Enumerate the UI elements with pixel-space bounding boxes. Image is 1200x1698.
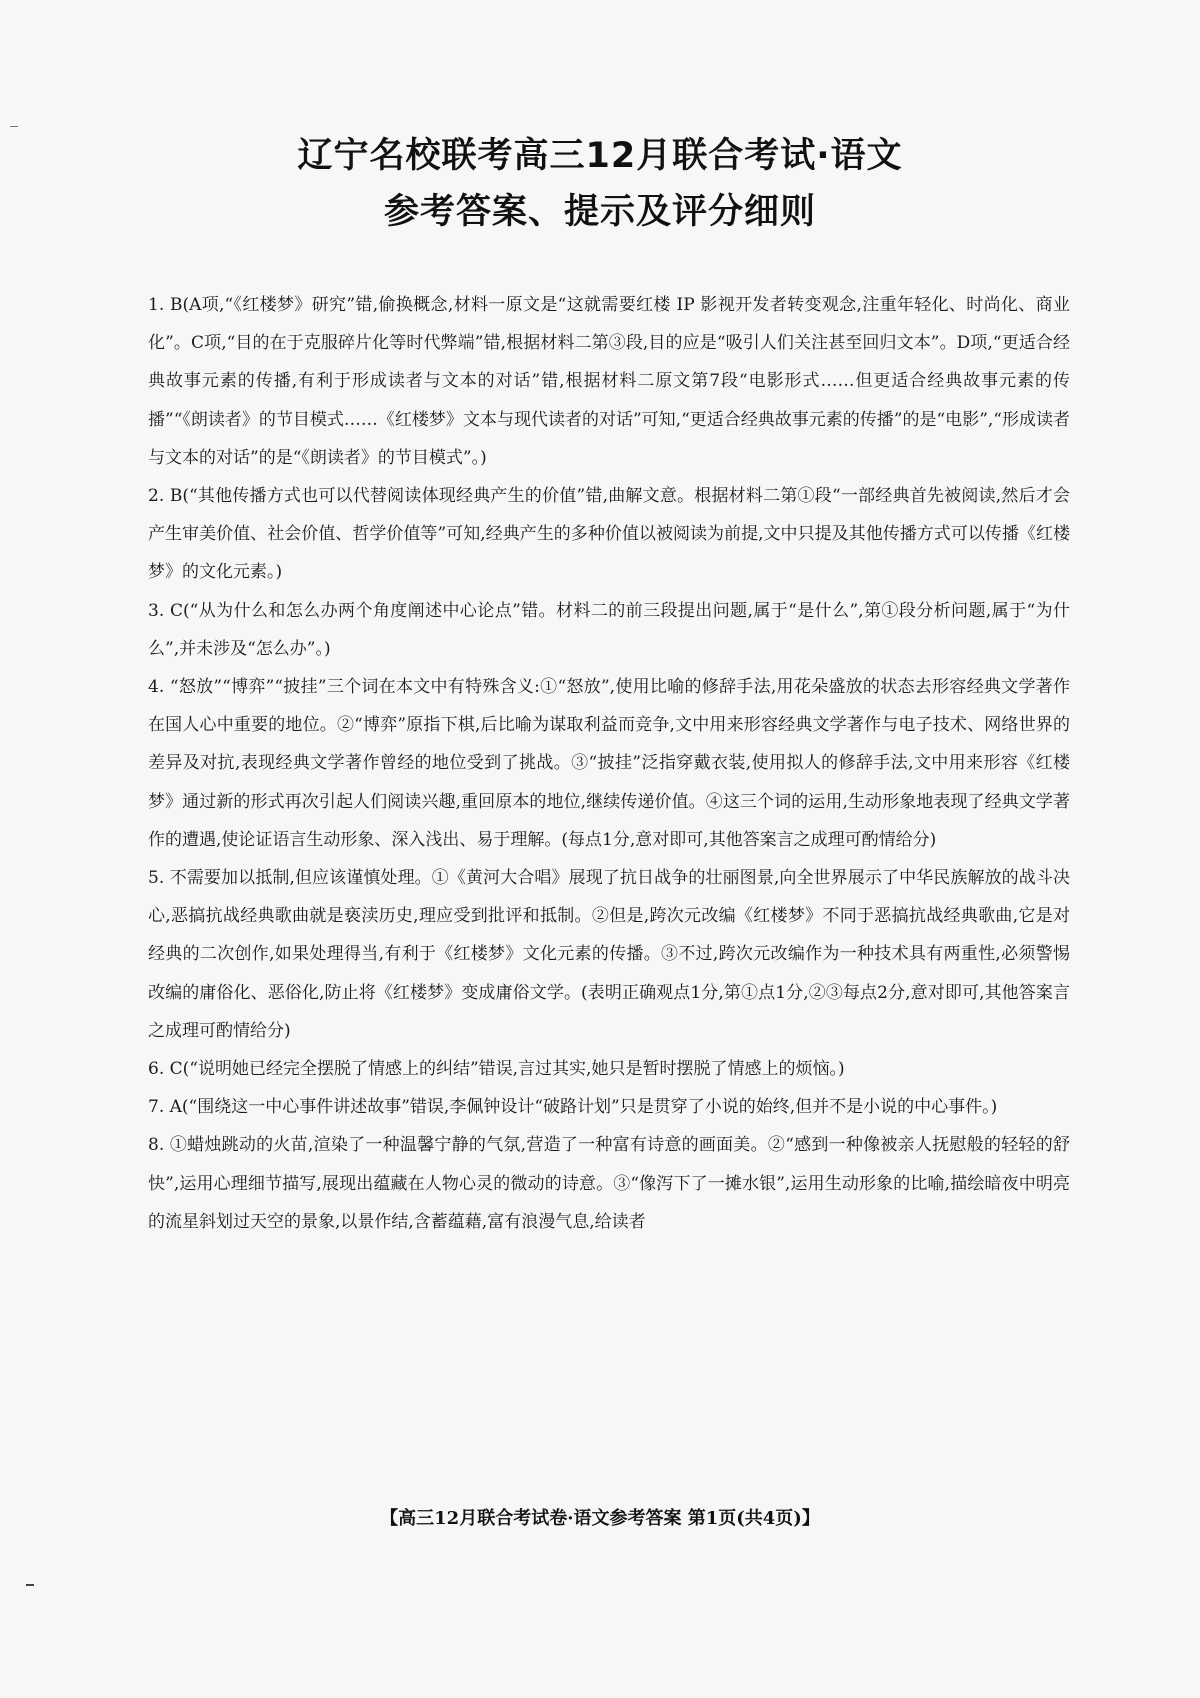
answer-item-1: 1. B(A项,“《红楼梦》研究”错,偷换概念,材料一原文是“这就需要红楼 IP 影视开发者转变观念,注重年轻化、时尚化、商业化”。C项,“目的在于克服碎片化等时代弊端”错,根据材料二第③段,目的应是“吸引人们关注甚至回归文本”。D项,“更适合经典故事元素的传播,有利于形成读者与文本的对话”错,根据材料二原文第7段“电影形式……但更适合经典故事元素的传播”“《朗读者》的节目模式……《红楼梦》文本与现代读者的对话”可知,“更适合经典故事元素的传播”的是“电影”,“形成读者与文本的对话”的是“《朗读者》的节目模式”。) (148, 295, 1070, 468)
answer-item-8: 8. ①蜡烛跳动的火苗,渲染了一种温馨宁静的气氛,营造了一种富有诗意的画面美。②“感到一种像被亲人抚慰般的轻轻的舒快”,运用心理细节描写,展现出蕴藏在人物心灵的微动的诗意。③“像泻下了一摊水银”,运用生动形象的比喻,描绘暗夜中明亮的流星斜划过天空的景象,以景作结,含蓄蕴藉,富有浪漫气息,给读者 (148, 1135, 1070, 1232)
answer-item-4: 4. “怒放”“博弈”“披挂”三个词在本文中有特殊含义:①“怒放”,使用比喻的修辞手法,用花朵盛放的状态去形容经典文学著作在国人心中重要的地位。②“博弈”原指下棋,后比喻为谋取利益而竞争,文中用来形容经典文学著作与电子技术、网络世界的差异及对抗,表现经典文学著作曾经的地位受到了挑战。③“披挂”泛指穿戴衣装,使用拟人的修辞手法,文中用来形容《红楼梦》通过新的形式再次引起人们阅读兴趣,重回原本的地位,继续传递价值。④这三个词的运用,生动形象地表现了经典文学著作的遭遇,使论证语言生动形象、深入浅出、易于理解。(每点1分,意对即可,其他答案言之成理可酌情给分) (148, 677, 1070, 850)
page-subtitle: 参考答案、提示及评分细则 (383, 192, 816, 232)
scan-mark (10, 126, 18, 127)
page-title: 辽宁名校联考高三12月联合考试·语文 (297, 136, 903, 176)
answer-item-3: 3. C(“从为什么和怎么办两个角度阐述中心论点”错。材料二的前三段提出问题,属于“是什么”,第①段分析问题,属于“为什么”,并未涉及“怎么办”。) (148, 600, 1070, 659)
scan-mark (26, 1584, 34, 1586)
answer-item-5: 5. 不需要加以抵制,但应该谨慎处理。①《黄河大合唱》展现了抗日战争的壮丽图景,向全世界展示了中华民族解放的战斗决心,恶搞抗战经典歌曲就是亵渎历史,理应受到批评和抵制。②但是,跨次元改编《红楼梦》不同于恶搞抗战经典歌曲,它是对经典的二次创作,如果处理得当,有利于《红楼梦》文化元素的传播。③不过,跨次元改编作为一种技术具有两重性,必须警惕改编的庸俗化、恶俗化,防止将《红楼梦》变成庸俗文学。(表明正确观点1分,第①点1分,②③每点2分,意对即可,其他答案言之成理可酌情给分) (148, 868, 1070, 1041)
answer-item-7: 7. A(“围绕这一中心事件讲述故事”错误,李佩钟设计“破路计划”只是贯穿了小说的始终,但并不是小说的中心事件。) (148, 1097, 998, 1118)
answer-list (148, 286, 1070, 1241)
page-footer: 【高三12月联合考试卷·语文参考答案 第1页(共4页)】 (380, 1508, 820, 1529)
answer-item-2: 2. B(“其他传播方式也可以代替阅读体现经典产生的价值”错,曲解文意。根据材料二第①段“一部经典首先被阅读,然后才会产生审美价值、社会价值、哲学价值等”可知,经典产生的多种价值以被阅读为前提,文中只提及其他传播方式可以传播《红楼梦》的文化元素。) (148, 486, 1070, 583)
answer-item-6: 6. C(“说明她已经完全摆脱了情感上的纠结”错误,言过其实,她只是暂时摆脱了情感上的烦恼。) (148, 1059, 845, 1080)
